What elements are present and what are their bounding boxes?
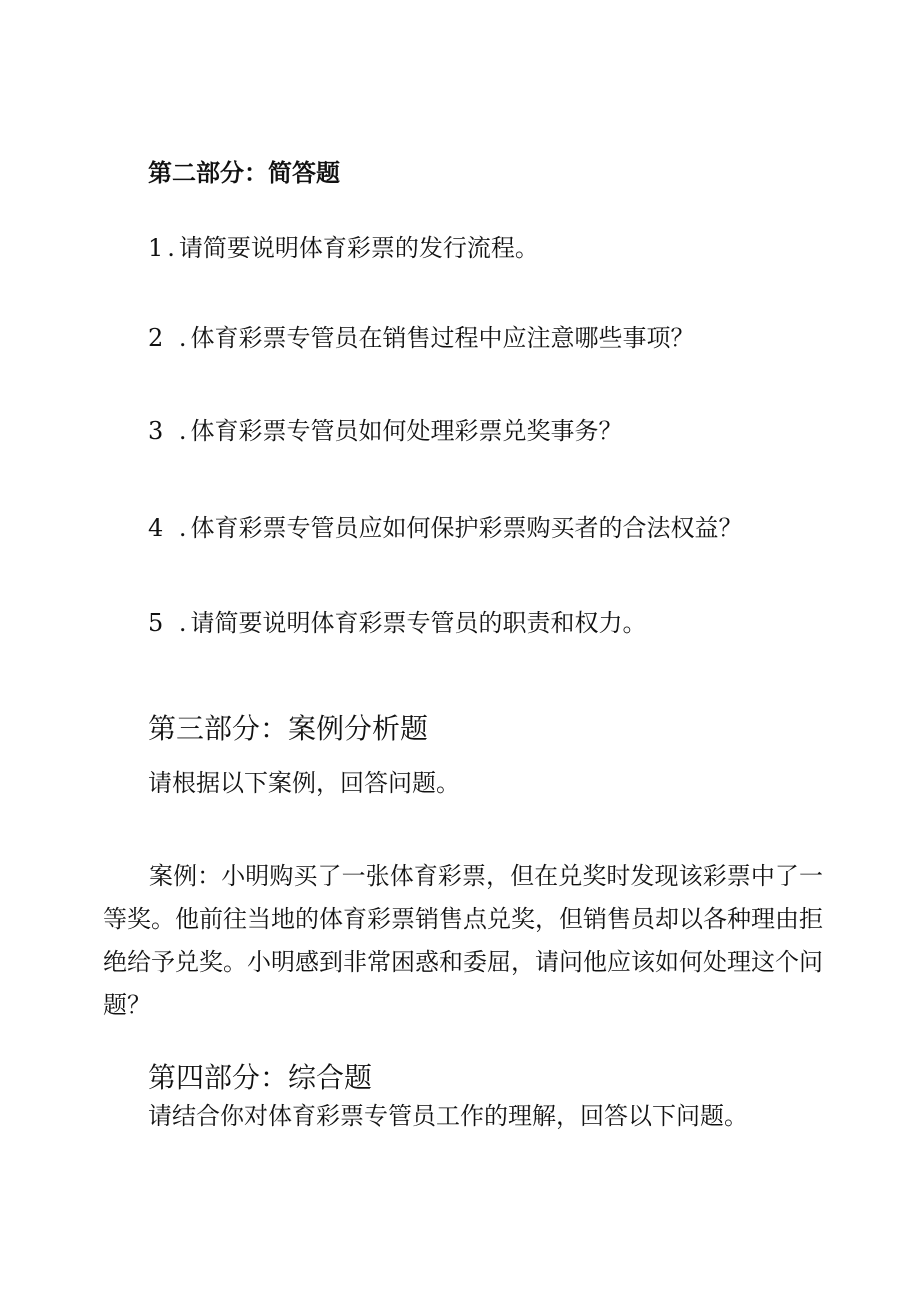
question-number: 4 . [148, 514, 191, 542]
question-4 [148, 510, 743, 546]
question-text: 体育彩票专管员应如何保护彩票购买者的合法权益？ [190, 514, 743, 542]
part3-instruction: 请根据以下案例，回答问题。 [148, 769, 460, 797]
question-text: 请简要说明体育彩票的发行流程。 [178, 234, 539, 262]
case-paragraph: 案例：小明购买了一张体育彩票，但在兑奖时发现该彩票中了一等奖。他前往当地的体育彩票销售点兑奖，但销售员却以各种理由拒绝给予兑奖。小明感到非常困惑和委屈，请问他应该如何处理这个问题？ [103, 862, 823, 1019]
part3-heading: 第三部分：案例分析题 [148, 712, 429, 745]
question-number: 2 . [148, 324, 191, 352]
question-text: 体育彩票专管员在销售过程中应注意哪些事项？ [190, 324, 695, 352]
question-2 [148, 320, 695, 356]
part4-heading: 第四部分：综合题 [148, 1061, 373, 1094]
question-text: 体育彩票专管员如何处理彩票兑奖事务？ [190, 417, 623, 445]
part2-heading: 第二部分：简答题 [148, 158, 340, 187]
question-text: 请简要说明体育彩票专管员的职责和权力。 [190, 609, 647, 637]
question-3 [148, 413, 623, 449]
question-number: 3 . [148, 417, 191, 445]
question-1 [148, 230, 539, 266]
part4-instruction: 请结合你对体育彩票专管员工作的理解，回答以下问题。 [148, 1102, 748, 1130]
question-number: 5 . [148, 609, 191, 637]
question-5 [148, 605, 647, 641]
question-number: 1. [148, 234, 179, 262]
